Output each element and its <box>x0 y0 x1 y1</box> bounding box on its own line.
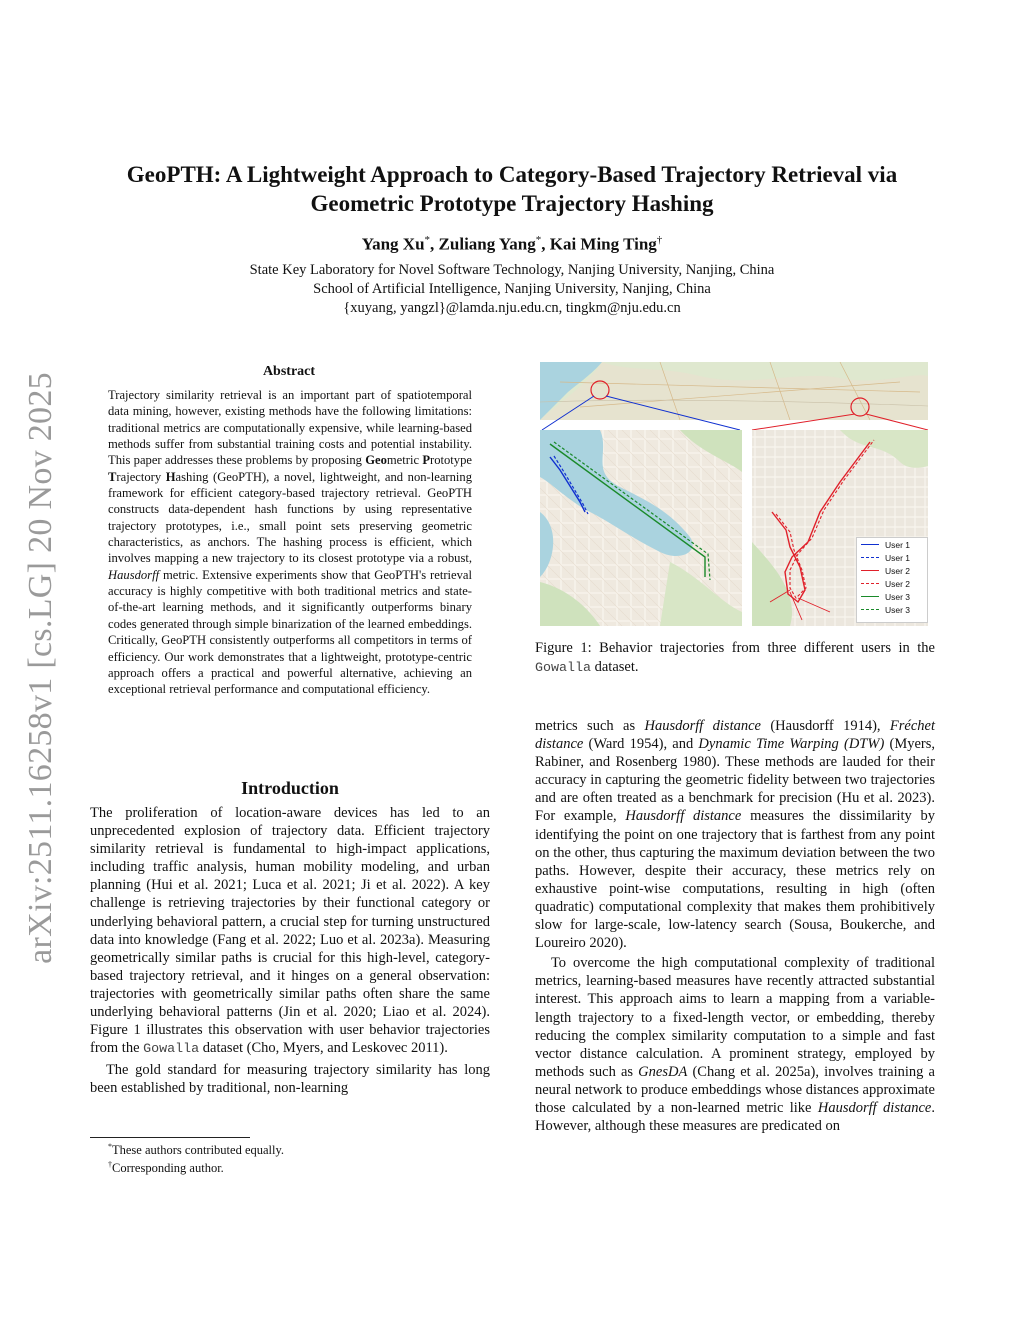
affiliation-line: State Key Laboratory for Novel Software Technology, Nanjing University, Nanjing, China <box>249 262 775 278</box>
figure-1-caption: Figure 1: Behavior trajectories from three different users in the Gowalla dataset. <box>535 640 935 676</box>
introduction-body <box>90 804 490 1098</box>
footnote-rule <box>90 1137 250 1138</box>
arxiv-sidebar-stamp <box>18 368 64 968</box>
author-mark: * <box>424 234 431 246</box>
legend-entry: User 2 <box>857 577 927 590</box>
legend-entry: User 2 <box>857 564 927 577</box>
author-list: Yang Xu*, Zuliang Yang*, Kai Ming Ting† <box>361 234 663 254</box>
author-mark: * <box>535 234 542 246</box>
abstract-body: Trajectory similarity retrieval is an important part of spatiotemporal data mining, however, existing methods have the following limitations: traditional metrics are computationally expensive, while learning-based methods suffer from substantial training costs and potential instability. This paper addresses these problems by proposing Geometric Prototype Trajectory Hashing (GeoPTH), a novel, lightweight, and non-learning framework for efficient category-based trajectory retrieval. GeoPTH constructs data-dependent hash functions by using representative trajectory prototypes, i.e., small point sets preserving geometric characteristics, as anchors. The hashing process is efficient, which involves mapping a new trajectory to its closest prototype via a robust, Hausdorff metric. Extensive experiments show that GeoPTH's retrieval accuracy is highly competitive with both traditional metrics and state-of-the-art learning methods, and it significantly outperforms binary codes generated through simple binarization of the learned embeddings. Critically, GeoPTH consistently outperforms all competitors in terms of efficiency. Our work demonstrates that a lightweight, prototype-centric approach offers a practical and powerful alternative, achieving an exceptional retrieval performance and computational efficiency. <box>108 388 473 697</box>
legend-entry: User 1 <box>857 538 927 551</box>
affiliations <box>90 261 934 318</box>
intro-paragraph-1: The proliferation of location-aware devices has led to an unprecedented explosion of trajectory data. Efficient trajectory similarity retrieval is fundamental to high-impact applications, including traffic analysis, human mobility modeling, and urban planning (Hui et al. 2021; Luca et al. 2021; Ji et al. 2022). A key challenge is retrieving trajectories by their functional category or underlying behavioral pattern, a crucial step for turning unstructured data into knowledge (Fang et al. 2022; Luo et al. 2023a). Measuring geometrically similar paths is crucial for this high-level, category-based trajectory retrieval, and it hinges on a general observation: trajectories with geometrically similar paths often share the same underlying behavioral patterns (Jin et al. 2020; Liao et al. 2024). Figure 1 illustrates this observation with user behavior trajectories from the Gowalla dataset (Cho, Myers, and Leskovec 2011). <box>90 805 490 1058</box>
affiliation-line: School of Artificial Intelligence, Nanjing University, Nanjing, China <box>313 281 711 297</box>
legend-entry: User 3 <box>857 603 927 616</box>
legend-entry: User 3 <box>857 590 927 603</box>
figure-legend <box>856 537 928 623</box>
author-name: Zuliang Yang <box>438 234 536 254</box>
footnote-2: †Corresponding author. <box>108 1160 224 1176</box>
author-name: Kai Ming Ting <box>549 234 657 254</box>
col2-paragraph-1: metrics such as Hausdorff distance (Hausdorff 1914), Fréchet distance (Ward 1954), and Dynamic Time Warping (DTW) (Myers, Rabiner, and Rosenberg 1980). These methods are lauded for their accuracy in capturing the geometric fidelity between two trajectories and are often treated as a benchmark for precision (Hu et al. 2023). For example, Hausdorff distance measures the dissimilarity by identifying the point on one trajectory that is farthest from any point on the other, thus capturing the maximum deviation between the two paths. However, despite their accuracy, these metrics rely on exhaustive point-wise computations, resulting in high (often quadratic) computational complexity that makes them prohibitively slow for large-scale, low-latency search (Sousa, Boukerche, and Loureiro 2020). <box>535 718 936 952</box>
col2-paragraph-2: To overcome the high computational complexity of traditional metrics, learning-based measures have recently attracted substantial interest. This approach aims to learn a mapping from a variable-length trajectory to a fixed-length vector, or embedding, thereby reducing the complex similarity computation to a simple and fast vector distance calculation. A prominent strategy, employed by methods such as GnesDA (Chang et al. 2025a), involves training a neural network to produce embeddings whose distances approximate those calculated by a non-learned metric like Hausdorff distance. However, although these measures are predicated on <box>535 955 935 1135</box>
paper-title <box>90 160 934 218</box>
title-line-1: GeoPTH: A Lightweight Approach to Category-Based Trajectory Retrieval via <box>126 162 898 187</box>
abstract-heading: Abstract <box>262 364 316 379</box>
map-bay-area <box>540 430 742 626</box>
introduction-heading: Introduction <box>241 778 339 798</box>
right-column-body <box>535 717 935 1135</box>
arxiv-id: arXiv:2511.16258v1 [cs.LG] 20 Nov 2025 <box>22 372 59 964</box>
author-name: Yang Xu <box>361 234 425 254</box>
footnote-1: *These authors contributed equally. <box>108 1142 285 1158</box>
overview-map <box>540 362 928 420</box>
email-line: {xuyang, yangzl}@lamda.nju.edu.cn, tingkm@nju.edu.cn <box>343 300 681 316</box>
author-mark: † <box>656 234 663 246</box>
legend-entry: User 1 <box>857 551 927 564</box>
title-line-2: Geometric Prototype Trajectory Hashing <box>310 191 714 216</box>
intro-paragraph-2: The gold standard for measuring trajectory similarity has long been established by traditional, non-learning <box>90 1062 490 1097</box>
